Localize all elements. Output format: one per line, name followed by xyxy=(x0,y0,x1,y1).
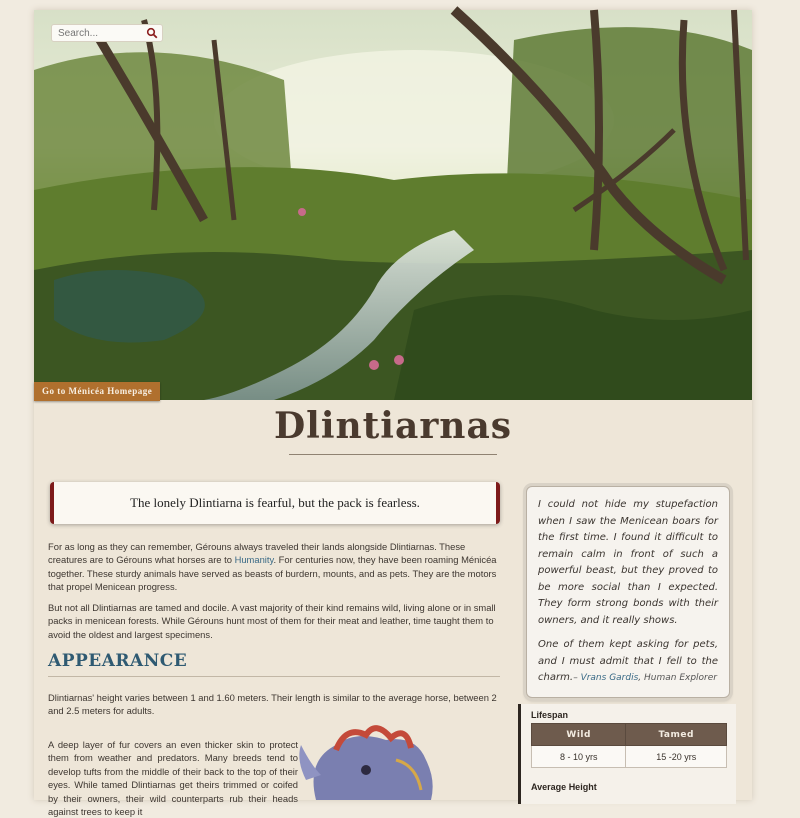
lifespan-table xyxy=(531,723,727,768)
table-row xyxy=(532,746,727,768)
height-label: Average Height xyxy=(531,782,597,792)
citation-role: , Human Explorer xyxy=(638,673,717,683)
appearance-paragraph-1: Dlintiarnas' height varies between 1 and 1.60 meters. Their length is similar to the average horse, between 2 and 2.5 meters for adults. xyxy=(48,692,497,717)
column-header-wild: Wild xyxy=(532,724,626,746)
citation-dash: – xyxy=(573,673,581,683)
search-input[interactable] xyxy=(52,25,144,41)
intro-text-b: . For centuries now, they have been roaming Ménicéa together. These sturdy animals have served as beasts of burdern, mounts, and as pets. They are the motors that propel Menicean progress. xyxy=(48,554,497,593)
explorer-quote xyxy=(526,486,730,698)
column-header-tamed: Tamed xyxy=(626,724,727,746)
hero-banner xyxy=(34,10,752,400)
title-divider xyxy=(289,454,497,455)
intro-paragraph-1 xyxy=(48,540,502,594)
explorer-quote-paragraph-1: I could not hide my stupefaction when I saw the Menicean boars for the first time. I found it difficult to remain calm in front of such a powerful beast, but they proved to be more social than I expected. They form strong bonds with their owners, and it really shows. xyxy=(538,499,718,626)
quote-citation xyxy=(573,673,717,683)
page-container xyxy=(34,10,752,818)
appearance-heading: APPEARANCE xyxy=(48,651,188,671)
heading-divider xyxy=(48,676,500,677)
table-header-row xyxy=(532,724,727,746)
homepage-link[interactable]: Go to Ménicéa Homepage xyxy=(34,382,160,401)
explorer-quote-paragraph-2: One of them kept asking for pets, and I must admit that I fell to the charm. xyxy=(538,639,718,683)
search-box[interactable] xyxy=(51,24,163,42)
dlintiarna-illustration xyxy=(296,720,456,800)
intro-text-a: For as long as they can remember, Gérouns always traveled their lands alongside Dlintiarnas. These creatures are to Gérouns what horses are to xyxy=(48,541,466,566)
page-title: Dlintiarnas xyxy=(273,405,513,447)
lifespan-label: Lifespan xyxy=(531,710,569,720)
intro-quote: The lonely Dlintiarna is fearful, but the pack is fearless. xyxy=(50,482,500,524)
intro-paragraph-2: But not all Dlintiarnas are tamed and docile. A vast majority of their kind remains wild, living alone or in small packs in menicean forests. While Gérouns hunt most of them for their meat and leather, time taught them to avoid the oldest and largest specimens. xyxy=(48,602,496,640)
lifespan-tamed-value: 15 -20 yrs xyxy=(626,746,727,768)
lifespan-wild-value: 8 - 10 yrs xyxy=(532,746,626,768)
appearance-paragraph-2: A deep layer of fur covers an even thicker skin to protect them from weather and predators. Many breeds tend to develop tufts from the middle of their back to the top of their eyes. While tamed Dlintiarnas get theirs trimmed or coifed by their owners, their wild counterparts rub their heads against trees to keep it xyxy=(48,739,298,818)
forest-landscape-illustration xyxy=(34,10,752,400)
search-icon[interactable] xyxy=(146,27,158,39)
humanity-link[interactable]: Humanity xyxy=(234,554,274,566)
stats-infobox xyxy=(518,704,736,804)
citation-author-link[interactable]: Vrans Gardis xyxy=(580,673,639,683)
